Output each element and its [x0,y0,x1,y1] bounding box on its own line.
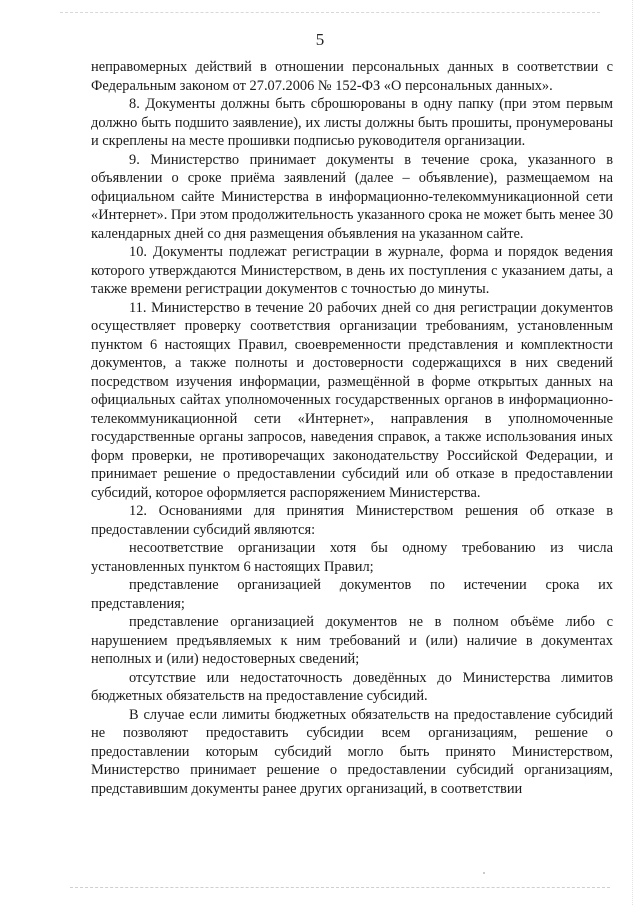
page-number: 5 [315,30,325,49]
refusal-ground-2: представление организацией документов по истечении срока их представления; [91,577,613,612]
paragraph-item-9: 9. Министерство принимает документы в течение срока, указанного в объявлении о сроке приёма заявлений (далее – объявление), размещаемом на официальном сайте Министерства в информационно-телекоммуникационной сети «Интернет». При этом продолжительность указанного срока не может быть менее 30 календарных дней со дня размещения объявления на указанном сайте. [91,151,614,242]
scan-artifact-top [60,12,600,14]
refusal-ground-3: представление организацией документов не в полном объёме либо с нарушением предъявляемых к ним требований и (или) наличие в документах неполных и (или) недостоверных сведений; [91,614,613,667]
scan-artifact-edge [632,0,634,905]
paragraph-item-11: 11. Министерство в течение 20 рабочих дней со дня регистрации документов осуществляет проверку соответствия организации требованиям, установленным пунктом 6 настоящих Правил, своевременности представления и комплектности документов, а также полноты и достоверности содержащихся в них сведений посредством изучения информации, размещённой в форме открытых данных на официальных сайтах уполномоченных государственных органов в информационно-телекоммуникационной сети «Интернет», направления в уполномоченные государственные органы запросов, наведения справок, а также использования иных форм проверки, не противоречащих законодательству Российской Федерации, и принимает решение о предоставлении субсидий или об отказе в предоставлении субсидий, которое оформляется распоряжением Министерства. [91,299,613,501]
paragraph-continuation: неправомерных действий в отношении персональных данных в соответствии с Федеральным законом от 27.07.2006 № 152-ФЗ «О персональных данных». [91,59,613,94]
refusal-ground-1: несоответствие организации хотя бы одному требованию из числа установленных пунктом 6 настоящих Правил; [91,540,613,575]
scan-speck [483,872,485,874]
paragraph-item-8: 8. Документы должны быть сброшюрованы в одну папку (при этом первым должно быть подшито заявление), их листы должны быть прошиты, пронумерованы и скреплены на месте прошивки подписью руководителя организации. [91,96,613,149]
paragraph-item-10: 10. Документы подлежат регистрации в журнале, форма и порядок ведения которого утверждаются Министерством, в день их поступления с указанием даты, а также времени регистрации документов с точностью до минуты. [91,244,613,297]
paragraph-limits: В случае если лимиты бюджетных обязательств на предоставление субсидий не позволяют предоставить субсидии всем организациям, решение о предоставлении которым субсидий могло быть принято Министерством, Министерство принимает решение о предоставлении субсидий организациям, представившим документы ранее других организаций, в соответствии [91,706,613,797]
refusal-ground-4: отсутствие или недостаточность доведённых до Министерства лимитов бюджетных обязательств на предоставление субсидий. [91,669,613,704]
document-body [91,58,613,798]
paragraph-item-12: 12. Основаниями для принятия Министерством решения об отказе в предоставлении субсидий являются: [91,503,613,538]
scan-artifact-bottom [70,887,610,889]
